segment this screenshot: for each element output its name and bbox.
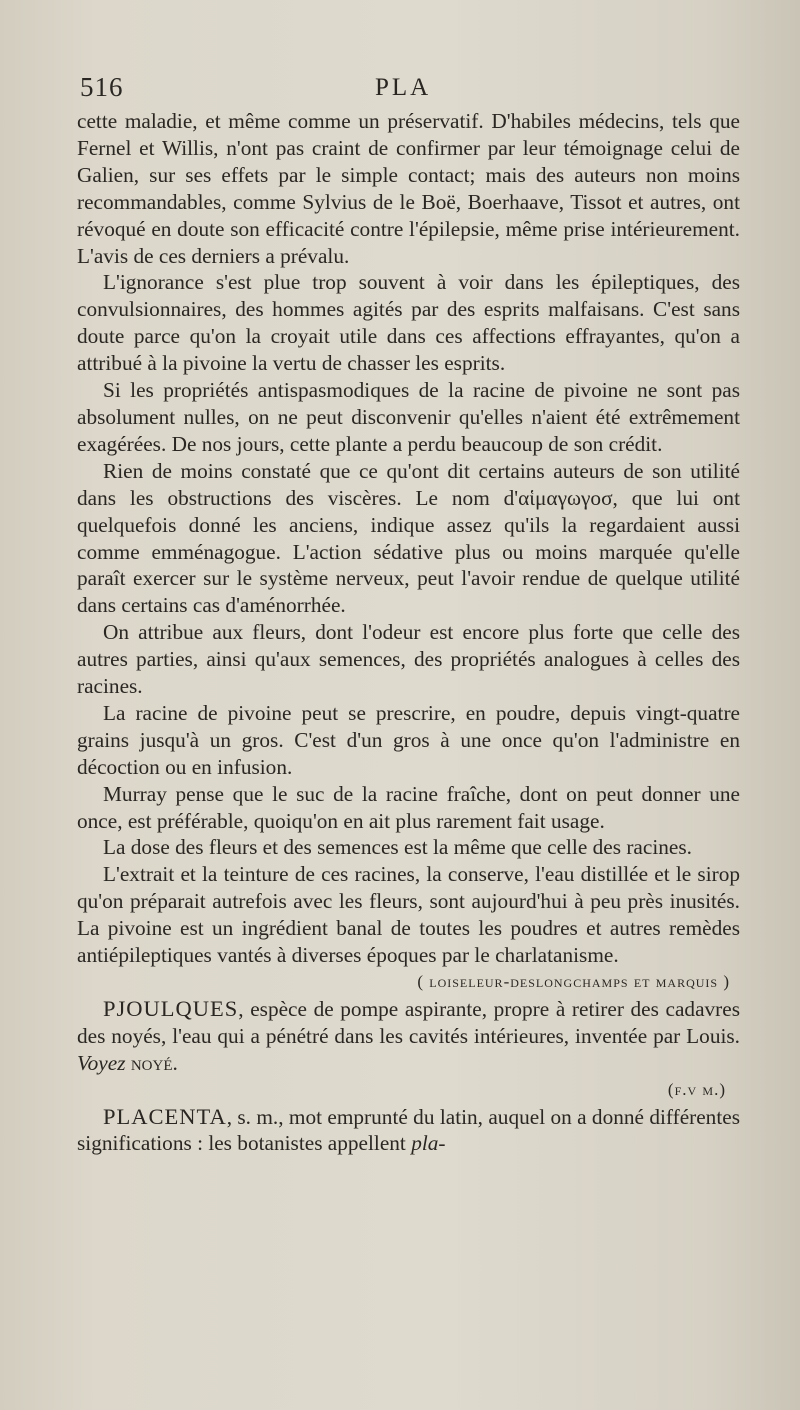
paragraph-5: On attribue aux fleurs, dont l'odeur est encore plus forte que celle des autres parties, ainsi qu'aux semences, des propriétés analogues à celles des racines. (77, 620, 740, 699)
page-header (80, 72, 740, 106)
page-number: 516 (80, 72, 124, 102)
paragraph-8: La dose des fleurs et des semences est la même que celle des racines. (103, 835, 692, 860)
continued-word: pla- (411, 1131, 446, 1156)
see-reference-label: Voyez (77, 1050, 126, 1075)
paragraph-7: Murray pense que le suc de la racine fraîche, dont on peut donner une once, est préférable, quoiqu'on en ait plus rarement fait usage. (77, 781, 740, 833)
paragraph-3: Si les propriétés antispasmodiques de la racine de pivoine ne sont pas absolument nulles, on ne peut disconvenir qu'elles n'aient été extrêmement exagérées. De nos jours, cette plante a perdu beaucoup de son crédit. (77, 378, 740, 456)
entry-headword: PLACENTA (103, 1103, 227, 1129)
entry-body: , espèce de pompe aspirante, propre à retirer des cadavres des noyés, l'eau qui a pénétré dans les cavités intérieures, inventée par Louis. (77, 996, 740, 1048)
running-head: PLA (375, 74, 432, 101)
see-reference-target: noyé. (125, 1050, 178, 1075)
entry-body: , s. m., mot emprunté du latin, auquel on a donné différentes significations : les botanistes appellent (77, 1104, 740, 1156)
entry-pjoulques (77, 996, 740, 1077)
author-signature-2: (f.v m.) (667, 1079, 726, 1099)
paragraph-2: L'ignorance s'est plue trop souvent à voir dans les épileptiques, des convulsionnaires, des hommes agités par des esprits malfaisans. C'est sans doute parce qu'on la croyait utile dans ces affections effrayantes, qu'on a attribué à la pivoine la vertu de chasser les esprits. (77, 270, 740, 376)
author-signature-1: ( loiseleur-deslongchamps et marquis ) (417, 972, 730, 991)
paragraph-1: cette maladie, et même comme un préservatif. D'habiles médecins, tels que Fernel et Willis, n'ont pas craint de confirmer par leur témoignage celui de Galien, sur ses effets par le simple contact; mais des auteurs non moins recommandables, comme Sylvius de le Boë, Boerhaave, Tissot et autres, ont révoqué en doute son efficacité contre l'épilepsie, même prise intérieurement. L'avis de ces derniers a prévalu. (77, 109, 740, 268)
entry-headword: PJOULQUES (103, 995, 239, 1021)
body-text (77, 108, 740, 1157)
entry-placenta (77, 1104, 740, 1158)
paragraph-4: Rien de moins constaté que ce qu'ont dit certains auteurs de son utilité dans les obstructions des viscères. Le nom d'αἱμαγωγοσ, que lui ont quelquefois donné les anciens, indique assez qu'ils la regardaient aussi comme emménagogue. L'action sédative plus ou moins marquée qu'elle paraît exercer sur le système nerveux, peut l'avoir rendue de quelque utilité dans certains cas d'aménorrhée. (77, 458, 740, 618)
paragraph-9: L'extrait et la teinture de ces racines, la conserve, l'eau distillée et le sirop qu'on préparait autrefois avec les fleurs, sont aujourd'hui à peu près inusités. La pivoine est un ingrédient banal de toutes les poudres et autres remèdes antiépileptiques vantés à diverses époques par le charlatanisme. (77, 862, 740, 968)
paragraph-6: La racine de pivoine peut se prescrire, en poudre, depuis vingt-quatre grains jusqu'à un gros. C'est d'un gros à une once qu'on l'administre en décoction ou en infusion. (77, 700, 740, 779)
